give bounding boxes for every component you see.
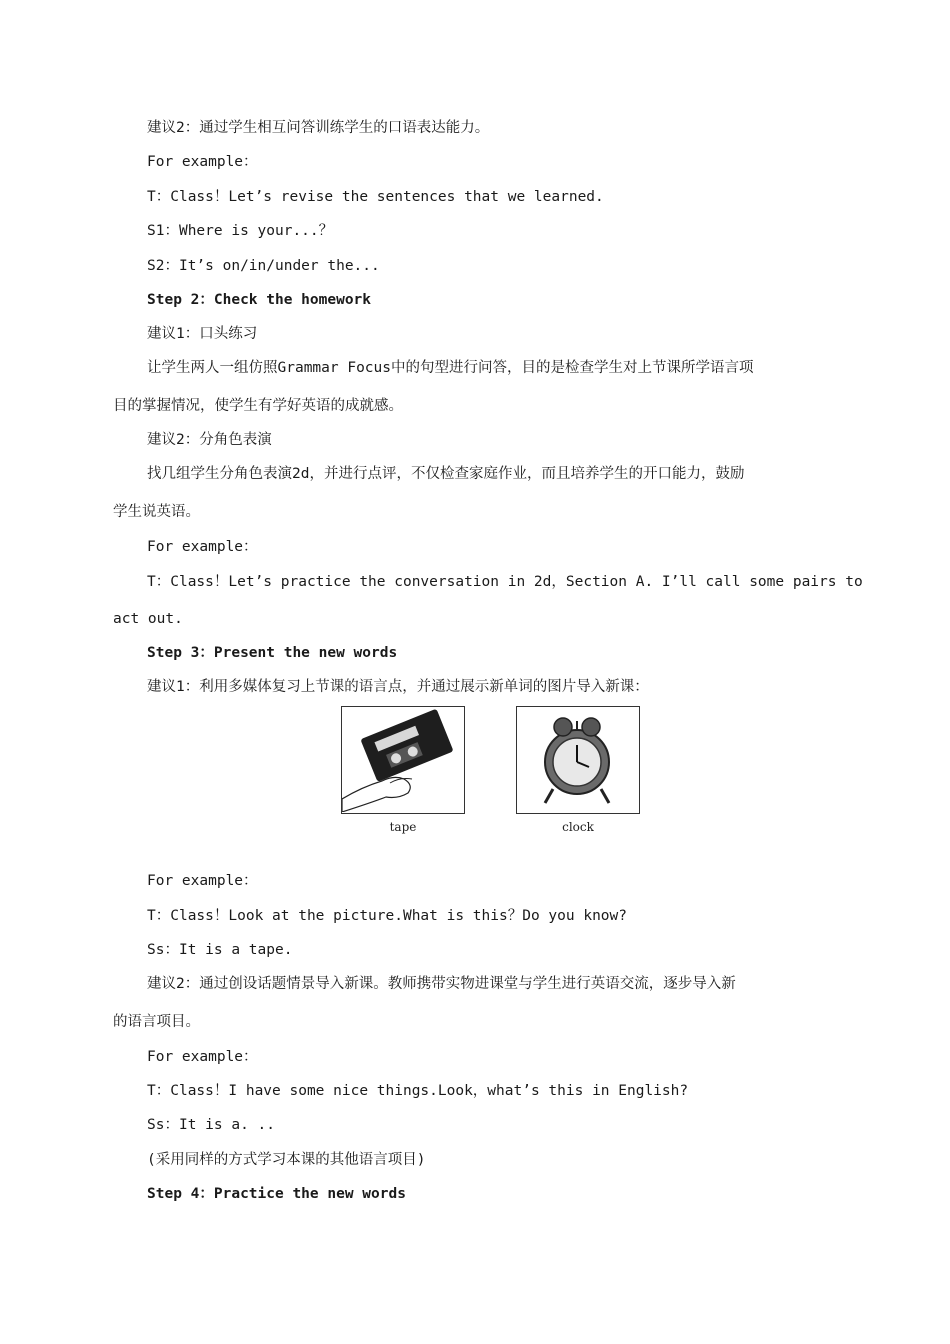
dialogue-line: Ss：It is a tape. — [147, 942, 293, 958]
alarm-clock-icon — [517, 707, 638, 812]
clock-figure — [516, 706, 640, 834]
paragraph-line: 让学生两人一组仿照Grammar Focus中的句型进行问答，目的是检查学生对上节课所学语言项 — [147, 360, 754, 376]
for-example-label: For example： — [147, 154, 258, 170]
step-4-heading: Step 4：Practice the new words — [147, 1186, 406, 1202]
paragraph-line: 目的掌握情况，使学生有学好英语的成就感。 — [113, 398, 403, 414]
suggestion-2-text: 建议2：通过学生相互问答训练学生的口语表达能力。 — [147, 120, 490, 136]
dialogue-line: T：Class！Let’s revise the sentences that we learned. — [147, 189, 604, 205]
clock-caption: clock — [562, 820, 594, 834]
dialogue-line: Ss：It is a. .. — [147, 1117, 275, 1133]
dialogue-line: act out. — [113, 611, 183, 627]
dialogue-line: T：Class！I have some nice things.Look，what’s this in English? — [147, 1083, 689, 1099]
paragraph-line: 学生说英语。 — [113, 504, 200, 520]
step-2-heading: Step 2：Check the homework — [147, 292, 372, 308]
paragraph-line: 找几组学生分角色表演2d，并进行点评，不仅检查家庭作业，而且培养学生的开口能力，鼓励 — [147, 466, 745, 482]
for-example-label: For example： — [147, 1049, 258, 1065]
suggestion-text: 建议1：利用多媒体复习上节课的语言点，并通过展示新单词的图片导入新课： — [147, 679, 649, 695]
dialogue-line: T：Class！Look at the picture.What is this？Do you know? — [147, 908, 627, 924]
suggestion-text: 建议1：口头练习 — [147, 326, 258, 342]
tape-picture — [341, 706, 465, 814]
suggestion-text: 建议2：分角色表演 — [147, 432, 272, 448]
dialogue-line: S2：It’s on/in/under the... — [147, 258, 380, 274]
paragraph-line: 的语言项目。 — [113, 1014, 200, 1030]
note-line: (采用同样的方式学习本课的其他语言项目) — [147, 1152, 426, 1168]
tape-caption: tape — [389, 820, 417, 834]
tape-figure — [341, 706, 465, 834]
dialogue-line: S1：Where is your...？ — [147, 223, 334, 239]
tape-image-icon — [342, 707, 463, 812]
for-example-label: For example： — [147, 539, 258, 555]
clock-picture — [516, 706, 640, 814]
for-example-label: For example： — [147, 873, 258, 889]
paragraph-line: 建议2：通过创设话题情景导入新课。教师携带实物进课堂与学生进行英语交流，逐步导入新 — [147, 976, 736, 992]
step-3-heading: Step 3：Present the new words — [147, 645, 398, 661]
dialogue-line: T：Class！Let’s practice the conversation in 2d，Section A. I’ll call some pairs to — [147, 574, 863, 590]
